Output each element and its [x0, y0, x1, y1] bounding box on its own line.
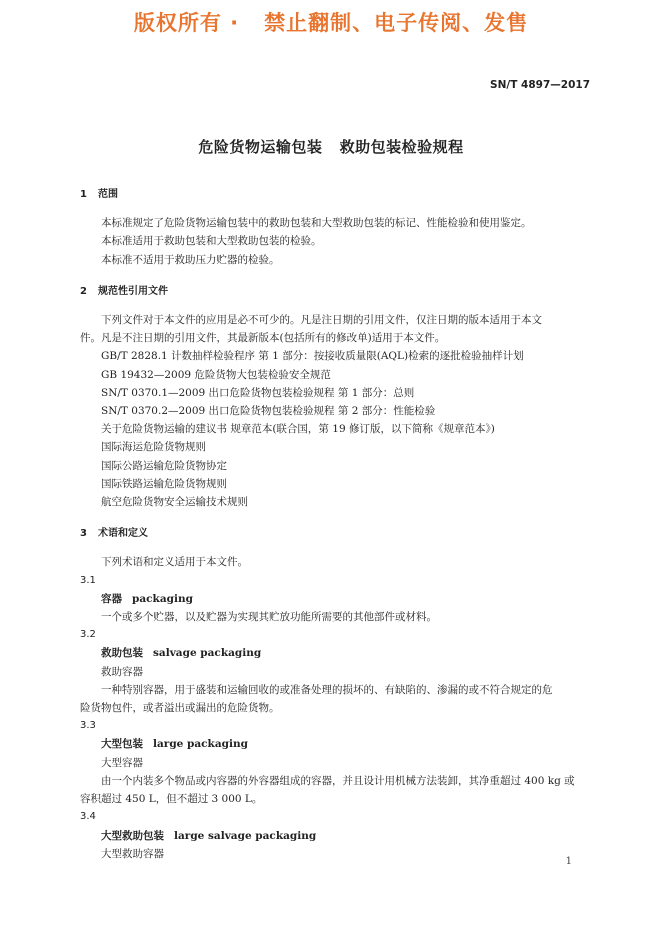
- section-heading: [80, 283, 592, 301]
- section-number: 1: [80, 189, 87, 200]
- term-en: packaging: [132, 592, 193, 605]
- paragraph: 本标准不适用于救助压力贮器的检验。: [101, 253, 280, 266]
- term-cn: 救助包装: [101, 647, 143, 660]
- term-cn: 容器: [101, 592, 122, 605]
- term-alternative: 大型容器: [101, 756, 143, 769]
- watermark-banner: 版权所有 · 禁止翻制、电子传阅、发售: [133, 11, 529, 35]
- term-entry: [80, 735, 592, 753]
- term-en: large salvage packaging: [174, 829, 317, 842]
- term-alternative: 救助容器: [101, 665, 143, 678]
- reference-item: GB/T 2828.1 计数抽样检验程序 第 1 部分：按接收质量限(AQL)检索的逐批检验抽样计划: [101, 350, 524, 363]
- reference-item: SN/T 0370.1—2009 出口危险货物包装检验规程 第 1 部分：总则: [101, 386, 415, 399]
- section-title: 规范性引用文件: [98, 285, 168, 297]
- term-entry: [80, 590, 592, 608]
- term-definition: 容积超过 450 L，但不超过 3 000 L。: [80, 793, 263, 806]
- reference-item: SN/T 0370.2—2009 出口危险货物包装检验规程 第 2 部分：性能检验: [101, 405, 436, 418]
- section-number: 2: [80, 285, 87, 297]
- term-alternative: 大型救助容器: [101, 847, 164, 860]
- term-number: 3.1: [80, 574, 96, 586]
- page-number: 1: [565, 856, 572, 867]
- reference-item: 航空危险货物安全运输技术规则: [101, 496, 248, 509]
- standard-code: SN/T 4897—2017: [490, 79, 590, 91]
- paragraph: 本标准适用于救助包装和大型救助包装的检验。: [101, 235, 322, 248]
- paragraph: 件。凡是不注日期的引用文件，其最新版本(包括所有的修改单)适用于本文件。: [80, 332, 446, 345]
- document-title: 危险货物运输包装 救助包装检验规程: [198, 138, 464, 156]
- term-cn: 大型救助包装: [101, 829, 164, 842]
- term-definition: 险货物包件，或者溢出或漏出的危险货物。: [80, 702, 280, 715]
- term-en: large packaging: [153, 738, 248, 751]
- term-number: 3.3: [80, 720, 96, 732]
- term-entry: [80, 827, 592, 845]
- section-heading: [80, 186, 592, 204]
- paragraph: 下列术语和定义适用于本文件。: [101, 556, 248, 569]
- term-en: salvage packaging: [153, 647, 262, 660]
- reference-item: 国际铁路运输危险货物规则: [101, 477, 227, 490]
- term-number: 3.4: [80, 811, 96, 823]
- reference-item: 关于危险货物运输的建议书 规章范本(联合国，第 19 修订版，以下简称《规章范本》): [101, 423, 495, 436]
- reference-item: 国际海运危险货物规则: [101, 441, 206, 454]
- paragraph: 本标准规定了危险货物运输包装中的救助包装和大型救助包装的标记、性能检验和使用鉴定。: [101, 217, 532, 230]
- section-number: 3: [80, 528, 87, 540]
- section-heading: [80, 525, 592, 543]
- reference-item: GB 19432—2009 危险货物大包装检验安全规范: [101, 368, 331, 381]
- term-cn: 大型包装: [101, 738, 143, 751]
- term-number: 3.2: [80, 629, 96, 641]
- term-entry: [80, 644, 592, 662]
- paragraph: 下列文件对于本文件的应用是必不可少的。凡是注日期的引用文件，仅注日期的版本适用于本文: [101, 314, 542, 327]
- document-body: [80, 186, 592, 863]
- section-title: 范围: [98, 189, 118, 200]
- term-definition: 由一个内装多个物品或内容器的外容器组成的容器，并且设计用机械方法装卸，其净重超过 400 kg 或: [101, 774, 575, 787]
- reference-item: 国际公路运输危险货物协定: [101, 459, 227, 472]
- section-title: 术语和定义: [98, 528, 148, 540]
- term-definition: 一种特别容器，用于盛装和运输回收的或准备处理的损坏的、有缺陷的、渗漏的或不符合规定的危: [101, 683, 553, 696]
- term-definition: 一个或多个贮器，以及贮器为实现其贮放功能所需要的其他部件或材料。: [101, 611, 437, 624]
